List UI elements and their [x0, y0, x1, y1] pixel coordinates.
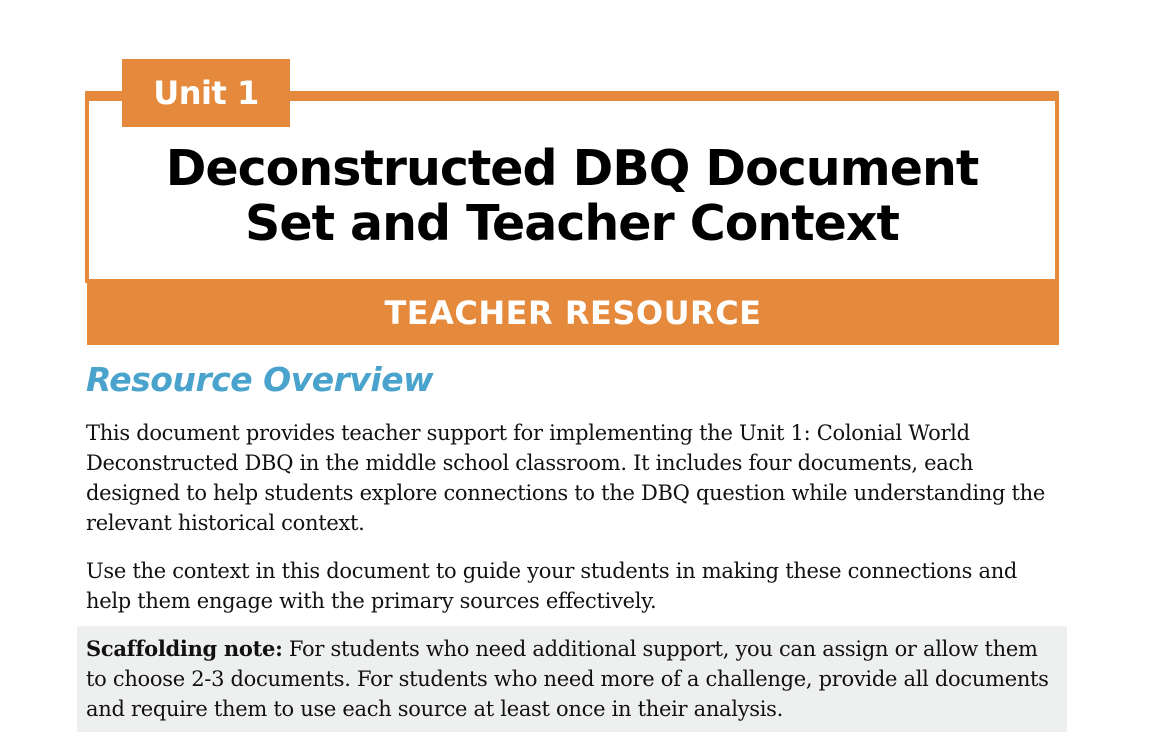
overview-paragraph-2: Use the context in this document to guide your students in making these connections and help them engage with the primary sources effectively. [86, 559, 1018, 613]
banner-label: TEACHER RESOURCE [384, 294, 762, 332]
scaffolding-note-box [77, 626, 1067, 732]
scaffolding-note-label: Scaffolding note: [86, 636, 283, 661]
scaffolding-note-text: For students who need additional support, you can assign or allow them to choose 2-3 documents. For students who need more of a challenge, provide all documents and require them to use each source at least once in their analysis. [86, 637, 1049, 721]
overview-paragraph-1: This document provides teacher support for implementing the Unit 1: Colonial World Deconstructed DBQ in the middle school classroom. It includes four documents, each designed to help students explore connections to the DBQ question while understanding the relevant historical context. [86, 421, 1045, 535]
teacher-resource-banner [87, 281, 1059, 345]
resource-overview-heading: Resource Overview [86, 360, 434, 399]
page-title [85, 141, 1059, 251]
unit-tab [122, 59, 290, 127]
title-line-2: Set and Teacher Context [245, 195, 899, 252]
title-line-1: Deconstructed DBQ Document [165, 140, 979, 197]
unit-label: Unit 1 [153, 74, 259, 112]
